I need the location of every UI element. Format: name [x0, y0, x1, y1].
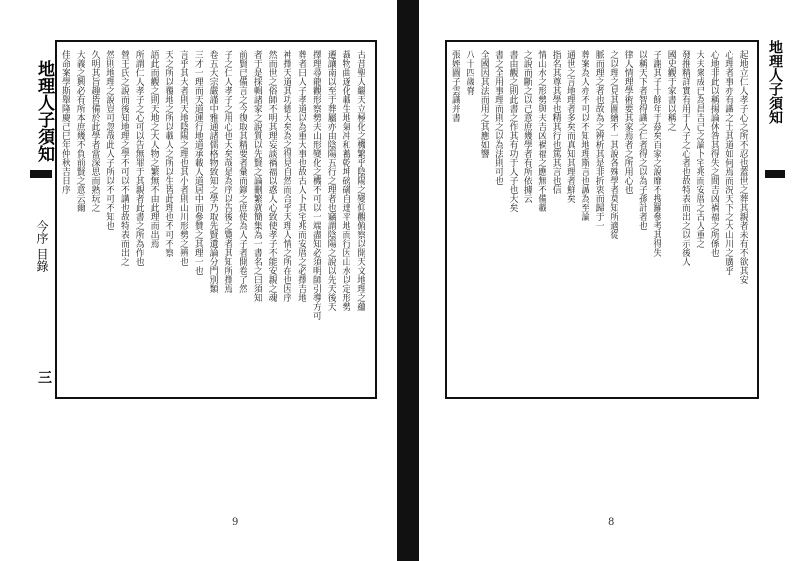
right-text-column: 情山水之形勢與夫吉凶禍福之應無不備載 [536, 50, 547, 212]
right-text-column: 大夫衆成已為昌吉己之論卜宅兆而安厝之古人重之 [694, 50, 705, 248]
right-text-column: 八十四歲脊 [464, 50, 475, 95]
left-text-column: 語此而觀之則天地之大人物之繁無不由此理而出焉 [148, 50, 159, 248]
left-text-column: 擇理尋龍觀形察勢夫山形變化之機不可以一端盡知必須明師引導方可 [310, 50, 321, 320]
right-text-column: 書之全用事理而則之以為法則可也 [493, 50, 504, 185]
right-text-column: 起地立仁人孝子心之所不忍也蓋世之葬其親者未有不欲其安 [737, 50, 748, 284]
left-text-column: 營王氏之說而後知地理之學不可以不講也故特表而出之 [119, 50, 130, 266]
right-text-column: 心地非此以稱揚論休咎其得失之間吉凶禍福之所係也 [708, 50, 719, 257]
right-fishtail-mark [765, 170, 785, 178]
left-text-column: 然而世之俗師不明其理妄談禍福以惑人心致使孝子不能安親之魂 [266, 50, 277, 302]
left-text-column: 裁物曲遂化載生地氣冲和蓄乾坤磅礴自達平地而行因山水以定形勢 [340, 50, 351, 311]
book-spine [397, 0, 419, 561]
left-text-column: 卷五大宗嚴謹中雅通諸儒格物致知之學乃取先賢遺論分門別類 [207, 50, 218, 293]
left-text-column: 言乎其大者則天地陰陽之理也其小者則山川形勢之辨也 [178, 50, 189, 266]
left-text-column: 子之仁人孝子之用心也大矣哉是為序以告後之覽者其知所擇焉 [222, 50, 233, 293]
left-text-column: 佳命案學斯舉隆慶己巳年仲秋吉日序 [60, 50, 70, 194]
left-page [30, 30, 375, 528]
left-text-column: 所謂仁人孝子之心可以告無罪于其親者此書之所為作也 [133, 50, 144, 266]
right-text-column: 之說而斷之以己意庶幾學者有所依據云 [521, 50, 532, 203]
right-text-column: 張姪圖子雲識并書 [450, 50, 460, 122]
left-page-folio: 三 [36, 370, 52, 384]
right-text-column: 心理者事亦有識之士其道如何焉而況天下之大山川之廣乎 [723, 50, 734, 275]
left-text-column: 遷讓南以至于葬屬亦由陰陽五行之理者也竊謂陰陽之說以先天後天 [325, 50, 336, 311]
left-text-column: 三才一理而天道運行地道承載人道居中而參贊之其理一也 [192, 50, 203, 275]
left-text-column: 神擇天道其功德大矣為之得見自然而合乎天理人情之所在也因序 [281, 50, 292, 302]
left-text-column: 者于是採輯諸家之說質以先賢之論刪繁就簡集為一書名之曰須知 [251, 50, 262, 302]
right-page-number: 8 [608, 517, 615, 528]
right-text-column: 國史觀于家書以稱之 [665, 50, 676, 131]
left-page-number: 9 [232, 517, 239, 528]
left-text-column: 古昔聖人繼天立極化之機繁乎陰陽之變仰觀俯察以開天文地理之蘊 [355, 50, 366, 311]
left-text-column: 然則地理之說豈可忽哉此人子所以不可不知也 [104, 50, 115, 230]
left-page-title: 地理人子須知 [34, 60, 54, 162]
spine-gap [419, 0, 439, 561]
right-page [440, 30, 770, 528]
left-text-column: 天之所以覆地之所以載人之所以生皆此理也不可不察 [163, 50, 174, 257]
right-text-column: 葬案為人亦不可以不知地理斯言也誠為至論 [579, 50, 590, 221]
right-text-column: 之以理之見其圖繪不一其說各殊學者莫知所適從 [608, 50, 619, 239]
right-text-column: 以稱天下者智得識之仁者得之以為子孫計者也 [636, 50, 647, 230]
left-text-column: 葬者曰人子孝道以為重大事也故古人卜其宅兆而安厝之必擇吉地 [296, 50, 307, 302]
right-text-column: 子謝其子十餘年于茲矣百家之說靡不搜羅參考其得失 [651, 50, 662, 257]
left-page-volume: 今序 目錄 [35, 220, 49, 272]
right-text-column: 指名其尊其學也精其行也篤其言也信 [550, 50, 561, 194]
right-text-column: 律人情理學術要其家焉者之所用心也 [622, 50, 633, 194]
right-text-column: 發推精詳實有用于人子之心者也故特表而出之以示後人 [680, 50, 691, 266]
right-text-column: 通世之言地理者多矣而真知其理者鮮矣 [565, 50, 576, 203]
right-edge-title: 地理人子須知 [767, 40, 783, 124]
left-text-column: 前賢已備言之今復取其精要者彙而錄之庶使為人子者開卷了然 [237, 50, 248, 293]
left-text-column: 久明其旨趣皆備於此學者當深思而熟玩之 [89, 50, 100, 212]
left-text-column: 大義之興必有所本庶幾不負前賢之意云爾 [74, 50, 85, 212]
right-text-column: 書由觀之則此書之作其有功于人子也大矣 [507, 50, 518, 212]
right-text-column: 脈而理之者也故為之辨析其是非折衷而歸于一 [593, 50, 604, 230]
left-fishtail-mark [30, 170, 52, 178]
right-text-column: 全國因其法而用之其應如響 [478, 50, 489, 158]
